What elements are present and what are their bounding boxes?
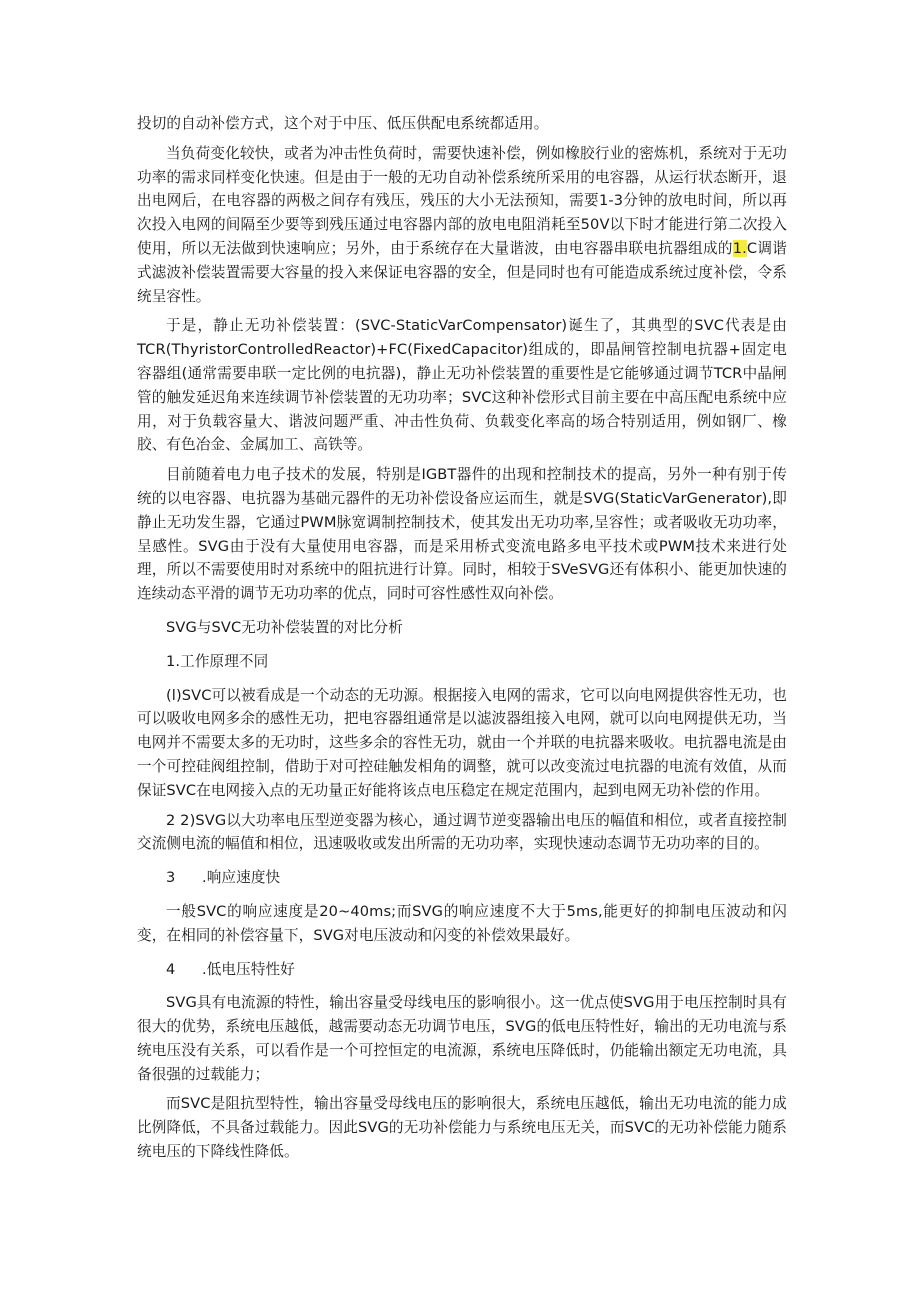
paragraph-svc-low-voltage: 而SVC是阻抗型特性，输出容量受母线电压的影响很大，系统电压越低，输出无功电流的能力成比例降低，不具备过载能力。因此SVG的无功补偿能力与系统电压无关，而SVC的无功补偿能力随系统电压的下降线性降低。 <box>137 1095 787 1161</box>
subheading-text: .低电压特性好 <box>202 960 295 978</box>
document-body <box>137 112 787 1170</box>
paragraph-svg-intro: 目前随着电力电子技术的发展，特别是IGBT器件的出现和控制技术的提高，另外一种有别于传统的以电容器、电抗器为基础元器件的无功补偿设备应运而生，就是SVG(StaticVarGenerator),即静止无功发生器，它通过PWM脉宽调制控制技术，使其发出无功功率,呈容性；或者吸收无功功率，呈感性。SVG由于没有大量使用电容器，而是采用桥式变流电路多电平技术或PWM技术来进行处理，所以不需要使用时对系统中的阻抗进行计算。同时，相较于SVeSVG还有体积小、能更加快速的连续动态平滑的调节无功功率的优点，同时可容性感性双向补偿。 <box>137 466 787 603</box>
paragraph-svg-low-voltage: SVG具有电流源的特性，输出容量受母线电压的影响很小。这一优点使SVG用于电压控制时具有很大的优势，系统电压越低，越需要动态无功调节电压，SVG的低电压特性好，输出的无功电流与系统电压没有关系，可以看作是一个可控恒定的电流源，系统电压降低时，仍能输出额定无功电流，具备很强的过载能力； <box>137 994 787 1083</box>
subheading-low-voltage <box>137 958 787 982</box>
subheading-number: 3 <box>166 869 176 887</box>
highlighted-mark: 1. <box>732 239 747 257</box>
paragraph-fast-load <box>137 142 787 309</box>
paragraph-fast-load-text-end: C调谐式滤波补偿装置需要大容量的投入来保证电容器的安全，但是同时也有可能造成系统过度补偿，令系统呈容性。 <box>137 239 787 305</box>
paragraph-svc-principle: (l)SVC可以被看成是一个动态的无功源。根据接入电网的需求，它可以向电网提供容性无功，也可以吸收电网多余的感性无功，把电容器组通常是以滤波器组接入电网，就可以向电网提供无功，当电网并不需要太多的无功时，这些多余的容性无功，就由一个并联的电抗器来吸收。电抗器电流是由一个可控硅阀组控制，借助于对可控硅触发相角的调整，就可以改变流过电抗器的电流有效值，从而保证SVC在电网接入点的无功量正好能将该点电压稳定在规定范围内，起到电网无功补偿的作用。 <box>137 686 787 799</box>
paragraph-fast-load-text: 当负荷变化较快，或者为冲击性负荷时，需要快速补偿，例如橡胶行业的密炼机，系统对于无功功率的需求同样变化快速。但是由于一般的无功自动补偿系统所采用的电容器，从运行状态断开，退出电网后，在电容器的两极之间存有残压，残压的大小无法预知，需要1-3分钟的放电时间，所以再次投入电网的间隔至少要等到残压通过电容器内部的放电电阻消耗至50V以下时才能进行第二次投入使用，所以无法做到快速响应；另外，由于系统存在大量谐波，由电容器串联电抗器组成的 <box>137 144 787 257</box>
subheading-response-speed <box>137 866 787 890</box>
subheading-text: .响应速度快 <box>202 869 281 887</box>
paragraph-response-speed: 一般SVC的响应速度是20~40ms;而SVG的响应速度不大于5ms,能更好的抑制电压波动和闪变，在相同的补偿容量下，SVG对电压波动和闪变的补偿效果最好。 <box>137 902 787 944</box>
paragraph-svg-principle: 2 2)SVG以大功率电压型逆变器为核心，通过调节逆变器输出电压的幅值和相位，或者直接控制交流侧电流的幅值和相位，迅速吸收或发出所需的无功功率，实现快速动态调节无功功率的目的。 <box>137 811 787 853</box>
subheading-principle: 1.工作原理不同 <box>166 652 269 670</box>
paragraph-svc-intro: 于是，静止无功补偿装置：(SVC-StaticVarCompensator)诞生了，其典型的SVC代表是由TCR(ThyristorControlledReactor)+FC(FixedCapacitor)组成的，即晶闸管控制电抗器+固定电容器组(通常需要串联一定比例的电抗器)，静止无功补偿装置的重要性是它能够通过调节TCR中晶闸管的触发延迟角来连续调节补偿装置的无功功率；SVC这种补偿形式目前主要在中高压配电系统中应用，对于负载容量大、谐波问题严重、冲击性负荷、负载变化率高的场合特别适用，例如钢厂、橡胶、有色冶金、金属加工、高铁等。 <box>137 317 787 454</box>
subheading-number: 4 <box>166 960 176 978</box>
section-heading-comparison: SVG与SVC无功补偿装置的对比分析 <box>166 618 403 636</box>
paragraph-intro-tail: 投切的自动补偿方式，这个对于中压、低压供配电系统都适用。 <box>137 115 549 132</box>
